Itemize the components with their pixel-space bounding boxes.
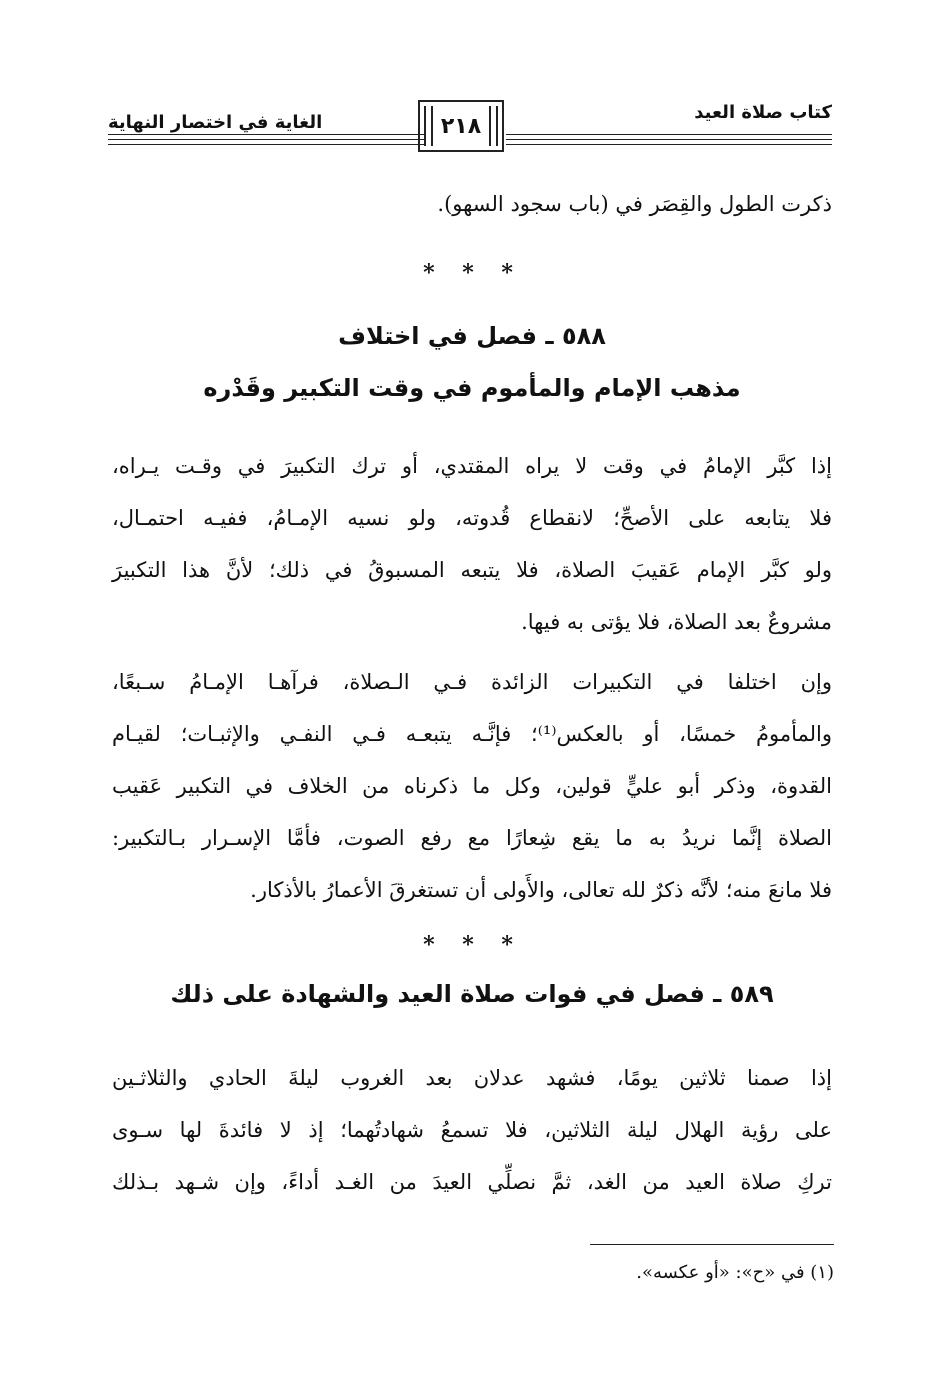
- text-line: القدوة، وذكر أبو عليٍّ قولين، وكل ما ذكرناه من الخلاف في التكبير عَقيب: [112, 774, 832, 798]
- text-line: تركِ صلاة العيد من الغد، ثمَّ نصلِّي العيدَ من الغـد أداءً، وإن شـهد بـذلك: [112, 1170, 832, 1194]
- text-line: على رؤية الهلال ليلة الثلاثين، فلا تسمعُ شهادتُهما؛ إذ لا فائدةَ لها سـوى: [112, 1118, 832, 1142]
- section-588-title: ٥٨٨ ـ فصل في اختلاف: [338, 322, 606, 350]
- header-rule: [108, 139, 426, 140]
- header-rule: [506, 139, 832, 140]
- header-book-section: كتاب صلاة العيد: [694, 102, 832, 123]
- section-589-title: ٥٨٩ ـ فصل في فوات صلاة العيد والشهادة على ذلك: [170, 980, 774, 1008]
- text-line: فلا مانعَ منه؛ لأنَّه ذكرٌ لله تعالى، والأَولى أن تستغرقَ الأعمارُ بالأذكار.: [250, 878, 832, 902]
- text-line: الصلاة إنَّما نريدُ به ما يقع شِعارًا مع رفع الصوت، فأمَّا الإسـرار بـالتكبير:: [112, 826, 832, 850]
- page-number-frame: [418, 100, 504, 152]
- section-589-paragraph-1: [112, 1052, 832, 1208]
- text-line: إذا كبَّر الإمامُ في وقت لا يراه المقتدي، أو ترك التكبيرَ في وقـت يـراه،: [112, 454, 832, 478]
- section-separator: * * *: [423, 932, 523, 958]
- text-line: فلا يتابعه على الأصحِّ؛ لانقطاع قُدوته، ولو نسيه الإمـامُ، ففيـه احتمـال،: [112, 506, 832, 530]
- text-line: مشروعٌ بعد الصلاة، فلا يؤتى به فيها.: [521, 610, 832, 634]
- text-line: ذكرت الطول والقِصَر في (باب سجود السهو).: [437, 192, 832, 216]
- text-line: وإن اختلفا في التكبيرات الزائدة فـي الـصلاة، فرآهـا الإمـامُ سـبعًا،: [112, 670, 832, 694]
- section-588-paragraph-2: [112, 656, 832, 916]
- text-line: إذا صمنا ثلاثين يومًا، فشهد عدلان بعد الغروب ليلةَ الحادي والثلاثـين: [112, 1066, 832, 1090]
- header-rule: [506, 144, 832, 145]
- text-line: والمأمومُ خمسًا، أو بالعكس⁽¹⁾؛ فإنَّـه يتبعـه فـي النفـي والإثبـات؛ لقيـام: [112, 722, 832, 746]
- section-588-paragraph-1: [112, 440, 832, 648]
- page-number: ٢١٨: [440, 114, 482, 139]
- running-header: [108, 98, 832, 158]
- section-separator: * * *: [423, 260, 523, 286]
- footnote-divider: [590, 1244, 834, 1245]
- header-rule: [108, 134, 426, 135]
- text-line: ولو كبَّر الإمام عَقيبَ الصلاة، فلا يتبعه المسبوقُ في ذلك؛ لأنَّ هذا التكبيرَ: [112, 558, 832, 582]
- header-book-title: الغاية في اختصار النهاية: [108, 112, 323, 133]
- header-rule: [506, 134, 832, 135]
- section-588-subtitle: مذهب الإمام والمأموم في وقت التكبير وقَدْره: [203, 374, 741, 402]
- header-rule: [108, 144, 426, 145]
- intro-paragraph: [112, 178, 832, 230]
- footnote: (١) في «ح»: «أو عكسه».: [636, 1262, 834, 1283]
